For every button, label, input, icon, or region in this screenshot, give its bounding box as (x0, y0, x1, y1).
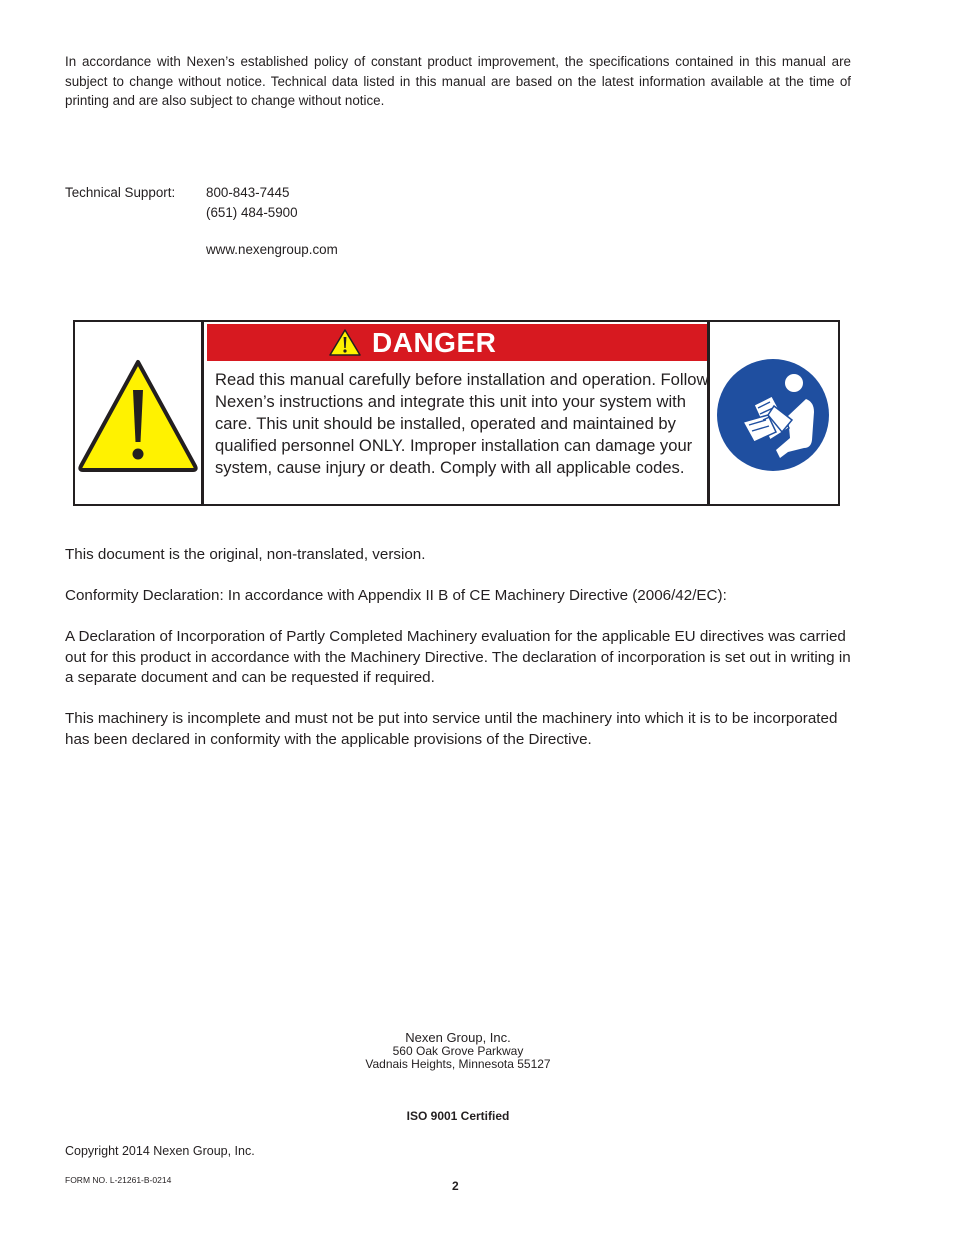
mandatory-symbol-cell (707, 322, 838, 504)
danger-warning-box (73, 320, 840, 506)
company-address-line1: 560 Oak Grove Parkway (392, 1044, 524, 1058)
page-number: 2 (452, 1179, 459, 1193)
iso-certification: ISO 9001 Certified (406, 1109, 510, 1123)
company-name: Nexen Group, Inc. (405, 1030, 511, 1045)
danger-text: Read this manual carefully before installation and operation. Follow Nexen’s instructions and integrate this unit into your system with care. This unit should be installed, operated and maintained by qualified personnel ONLY. Improper installation can damage your system, cause injury or death. Comply with all applicable codes. (215, 370, 709, 477)
support-phone-primary: 800-843-7445 (206, 185, 290, 200)
incomplete-machinery-note: This machinery is incomplete and must not be put into service until the machinery into which it is to be incorporated has been declared in conformity with the applicable provisions of the Directive. (65, 710, 838, 748)
declaration-incorporation: A Declaration of Incorporation of Partly Completed Machinery evaluation for the applicable EU directives was carried out for this product in accordance with the Machinery Directive. The declaration of incorporation is set out in writing in a separate document and can be requested if required. (65, 628, 851, 687)
company-address-line2: Vadnais Heights, Minnesota 55127 (365, 1057, 551, 1071)
intro-notice (65, 52, 851, 111)
conformity-declaration: Conformity Declaration: In accordance with Appendix II B of CE Machinery Directive (2006/42/EC): (65, 587, 727, 604)
support-phone-secondary: (651) 484-5900 (206, 204, 298, 220)
warning-symbol-cell (75, 322, 204, 504)
support-label: Technical Support: (65, 185, 176, 200)
copyright-notice: Copyright 2014 Nexen Group, Inc. (65, 1144, 255, 1158)
warning-triangle-icon (75, 322, 201, 504)
read-manual-icon (710, 322, 838, 504)
danger-header (207, 324, 709, 361)
form-number: FORM NO. L-21261-B-0214 (65, 1175, 172, 1185)
original-version-note: This document is the original, non-translated, version. (65, 546, 426, 563)
intro-text: In accordance with Nexen’s established policy of constant product improvement, the specifications contained in this manual are subject to change without notice. Technical data listed in this manual are based on the latest information available at the time of printing and are also subject to change without notice. (65, 54, 851, 108)
danger-alert-icon (328, 328, 362, 358)
support-website: www.nexengroup.com (206, 242, 338, 257)
danger-heading: DANGER (372, 327, 497, 358)
